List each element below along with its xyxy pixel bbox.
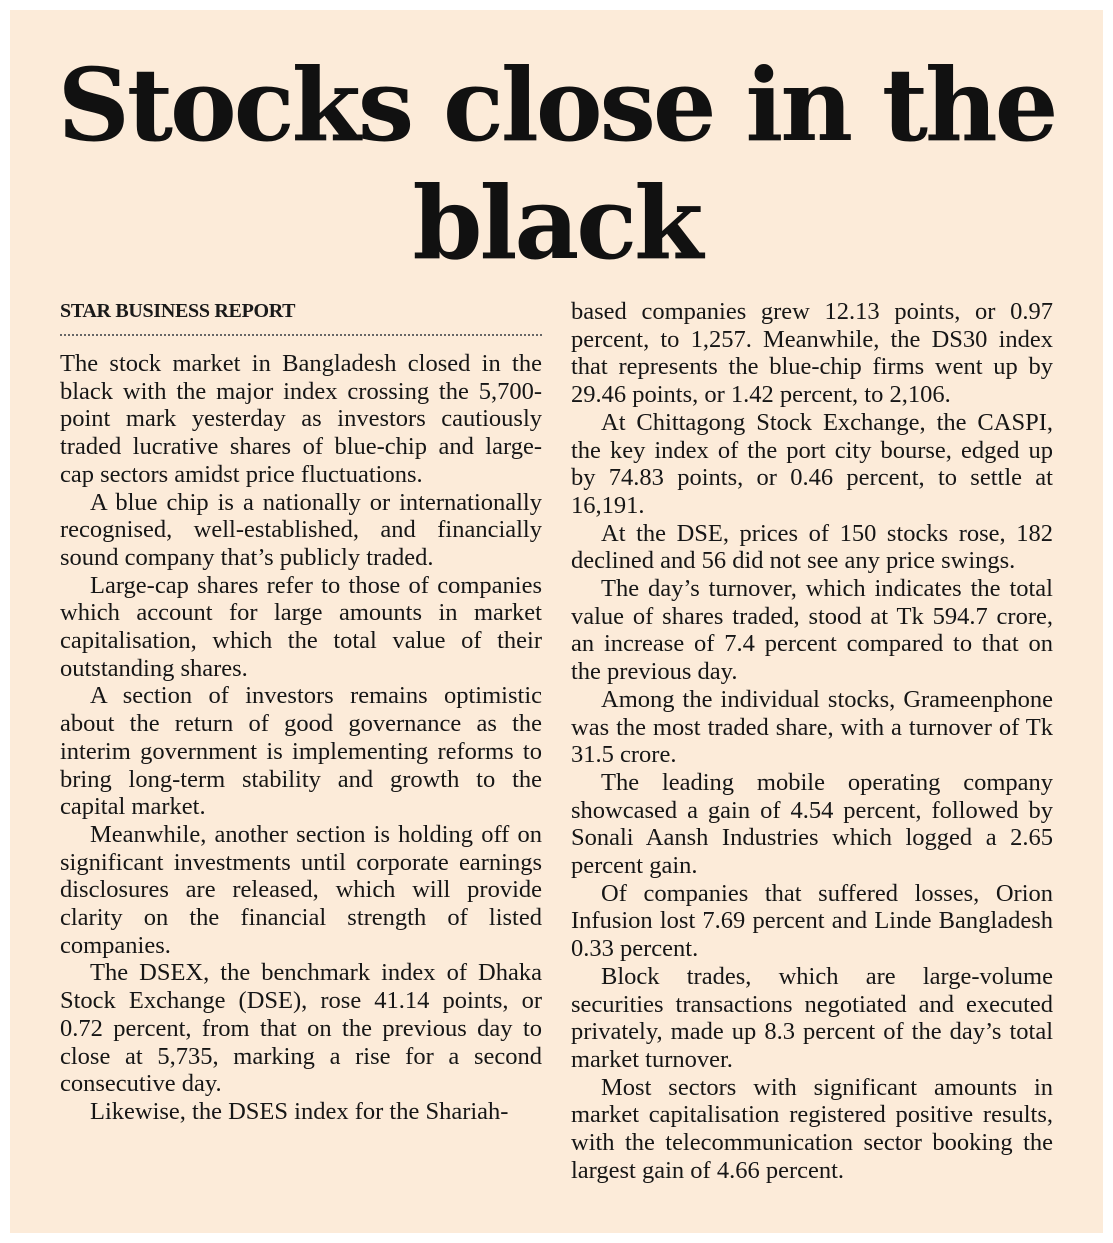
article-paragraph: The DSEX, the benchmark index of Dhaka Stock Exchange (DSE), rose 41.14 points, or 0.72 percent, from that on the previous day to close at 5,735, marking a rise for a second consecutive day. bbox=[60, 959, 542, 1098]
article-paragraph: Large-cap shares refer to those of companies which account for large amounts in market capitalisation, which the total value of their outstanding shares. bbox=[60, 571, 542, 682]
article-paragraph: The leading mobile operating company showcased a gain of 4.54 percent, followed by Sonali Aansh Industries which logged a 2.65 percent gain. bbox=[571, 768, 1053, 880]
article-paragraph: At Chittagong Stock Exchange, the CASPI, the key index of the port city bourse, edged up by 74.83 points, or 0.46 percent, to settle at 16,191. bbox=[571, 408, 1053, 519]
article-paragraph: Block trades, which are large-volume securities transactions negotiated and executed privately, made up 8.3 percent of the day’s total market turnover. bbox=[571, 962, 1053, 1073]
article-paragraph: Likewise, the DSES index for the Shariah- bbox=[90, 1097, 509, 1125]
article-column-left bbox=[60, 298, 542, 1126]
headline: Stocks close in the black bbox=[57, 46, 1056, 282]
byline: STAR BUSINESS REPORT bbox=[60, 298, 542, 336]
article-paragraph: Most sectors with significant amounts in market capitalisation registered positive results, with the telecommunication sector booking the largest gain of 4.66 percent. bbox=[571, 1073, 1053, 1184]
article-paragraph: based companies grew 12.13 points, or 0.97 percent, to 1,257. Meanwhile, the DS30 index that represents the blue-chip firms went up by 29.46 points, or 1.42 percent, to 2,106. bbox=[571, 298, 1053, 409]
newspaper-clipping bbox=[10, 10, 1103, 1233]
article-paragraph: Meanwhile, another section is holding off on significant investments until corporate earnings disclosures are released, which will provide clarity on the financial strength of listed companies. bbox=[60, 820, 542, 959]
article-paragraph: A section of investors remains optimistic about the return of good governance as the interim government is implementing reforms to bring long-term stability and growth to the capital market. bbox=[60, 682, 542, 821]
article-column-right bbox=[571, 298, 1053, 1185]
article-paragraph: At the DSE, prices of 150 stocks rose, 182 declined and 56 did not see any price swings. bbox=[571, 519, 1053, 575]
article-paragraph: The stock market in Bangladesh closed in the black with the major index crossing the 5,700-point mark yesterday as investors cautiously traded lucrative shares of blue-chip and large-cap sectors amidst price fluctuations. bbox=[60, 350, 542, 488]
article-paragraph: Among the individual stocks, Grameenphone was the most traded share, with a turnover of Tk 31.5 crore. bbox=[571, 685, 1053, 769]
article-paragraph: Of companies that suffered losses, Orion Infusion lost 7.69 percent and Linde Bangladesh 0.33 percent. bbox=[571, 879, 1053, 963]
article-paragraph: The day’s turnover, which indicates the total value of shares traded, stood at Tk 594.7 crore, an increase of 7.4 percent compared to that on the previous day. bbox=[571, 575, 1053, 686]
article-paragraph: A blue chip is a nationally or internationally recognised, well-established, and financially sound company that’s publicly traded. bbox=[60, 488, 542, 571]
